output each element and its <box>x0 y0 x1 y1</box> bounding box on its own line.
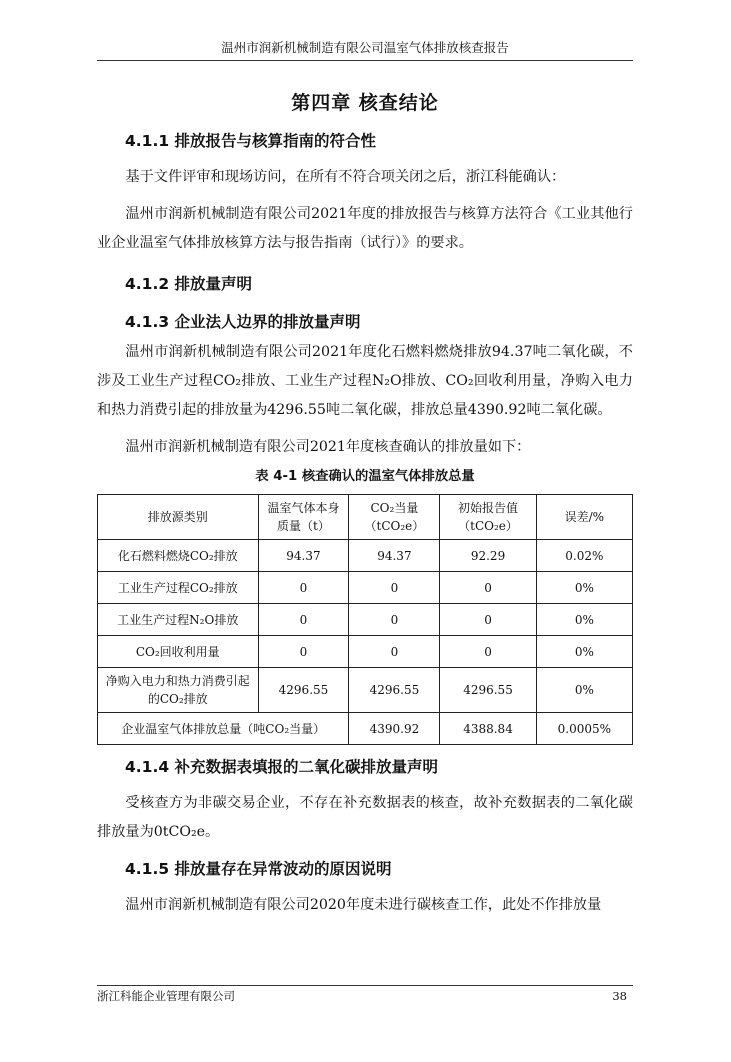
table-cell: 92.29 <box>440 540 536 572</box>
table-cell: 工业生产过程CO₂排放 <box>98 572 259 604</box>
table-row <box>98 572 633 604</box>
section-4-1-3-heading: 4.1.3 企业法人边界的排放量声明 <box>125 313 361 331</box>
paragraph: 受核查方为非碳交易企业，不存在补充数据表的核查，故补充数据表的二氧化碳排放量为0tCO₂e。 <box>97 795 633 840</box>
document-body <box>97 82 633 920</box>
table-row <box>98 668 633 713</box>
total-value-cell: 4390.92 <box>349 713 440 745</box>
header-cell: CO₂当量（tCO₂e） <box>349 495 440 540</box>
table-cell: 4296.55 <box>440 668 536 713</box>
emissions-table <box>97 494 633 745</box>
section-4-1-1-heading: 4.1.1 排放报告与核算指南的符合性 <box>125 132 377 150</box>
table-header-row <box>98 495 633 540</box>
section-4-1-2-heading: 4.1.2 排放量声明 <box>125 275 253 293</box>
table-cell: 94.37 <box>258 540 349 572</box>
section-4-1-4-heading: 4.1.4 补充数据表填报的二氧化碳排放量声明 <box>125 758 439 776</box>
table-row <box>98 604 633 636</box>
table-cell: 0 <box>349 636 440 668</box>
section-4-1-5-heading: 4.1.5 排放量存在异常波动的原因说明 <box>125 860 392 878</box>
paragraph: 温州市润新机械制造有限公司2021年度的排放报告与核算方法符合《工业其他行业企业温室气体排放核算方法与报告指南（试行）》的要求。 <box>97 206 633 251</box>
header-cell: 排放源类别 <box>98 495 259 540</box>
table-cell: 0.02% <box>536 540 632 572</box>
header-cell: 误差/% <box>536 495 632 540</box>
table-cell: 0 <box>258 636 349 668</box>
total-label-cell: 企业温室气体排放总量（吨CO₂当量） <box>98 713 349 745</box>
paragraph: 基于文件评审和现场访问，在所有不符合项关闭之后，浙江科能确认： <box>125 169 566 185</box>
table-cell: 4296.55 <box>349 668 440 713</box>
table-cell: 0% <box>536 604 632 636</box>
table-cell: 0% <box>536 572 632 604</box>
table-cell: 净购入电力和热力消费引起的CO₂排放 <box>98 668 259 713</box>
paragraph: 温州市润新机械制造有限公司2021年度核查确认的排放量如下： <box>125 439 531 455</box>
page-footer <box>97 985 633 1006</box>
table-cell: 0% <box>536 668 632 713</box>
chapter-title: 第四章 核查结论 <box>291 92 439 114</box>
footer-company: 浙江科能企业管理有限公司 <box>97 989 235 1003</box>
table-cell: 0 <box>440 572 536 604</box>
page-header <box>97 38 633 61</box>
table-row <box>98 540 633 572</box>
table-cell: 0 <box>258 604 349 636</box>
paragraph: 温州市润新机械制造有限公司2020年度未进行碳核查工作，此处不作排放量 <box>125 897 602 913</box>
table-cell: 化石燃料燃烧CO₂排放 <box>98 540 259 572</box>
table-cell: 0 <box>440 636 536 668</box>
table-cell: 4296.55 <box>258 668 349 713</box>
table-caption: 表 4-1 核查确认的温室气体排放总量 <box>255 469 475 484</box>
header-cell: 温室气体本身质量（t） <box>258 495 349 540</box>
table-cell: CO₂回收利用量 <box>98 636 259 668</box>
paragraph: 温州市润新机械制造有限公司2021年度化石燃料燃烧排放94.37吨二氧化碳，不涉及工业生产过程CO₂排放、工业生产过程N₂O排放、CO₂回收利用量，净购入电力和热力消费引起的排放量为4296.55吨二氧化碳，排放总量4390.92吨二氧化碳。 <box>97 344 633 418</box>
table-cell: 0 <box>440 604 536 636</box>
table-cell: 0 <box>349 604 440 636</box>
header-cell: 初始报告值（tCO₂e） <box>440 495 536 540</box>
header-title: 温州市润新机械制造有限公司温室气体排放核查报告 <box>221 40 509 55</box>
table-cell: 工业生产过程N₂O排放 <box>98 604 259 636</box>
page-number: 38 <box>612 989 627 1003</box>
total-error-cell: 0.0005% <box>536 713 632 745</box>
table-cell: 0% <box>536 636 632 668</box>
table-row <box>98 636 633 668</box>
total-initial-cell: 4388.84 <box>440 713 536 745</box>
table-cell: 0 <box>258 572 349 604</box>
table-cell: 94.37 <box>349 540 440 572</box>
table-cell: 0 <box>349 572 440 604</box>
table-total-row <box>98 713 633 745</box>
